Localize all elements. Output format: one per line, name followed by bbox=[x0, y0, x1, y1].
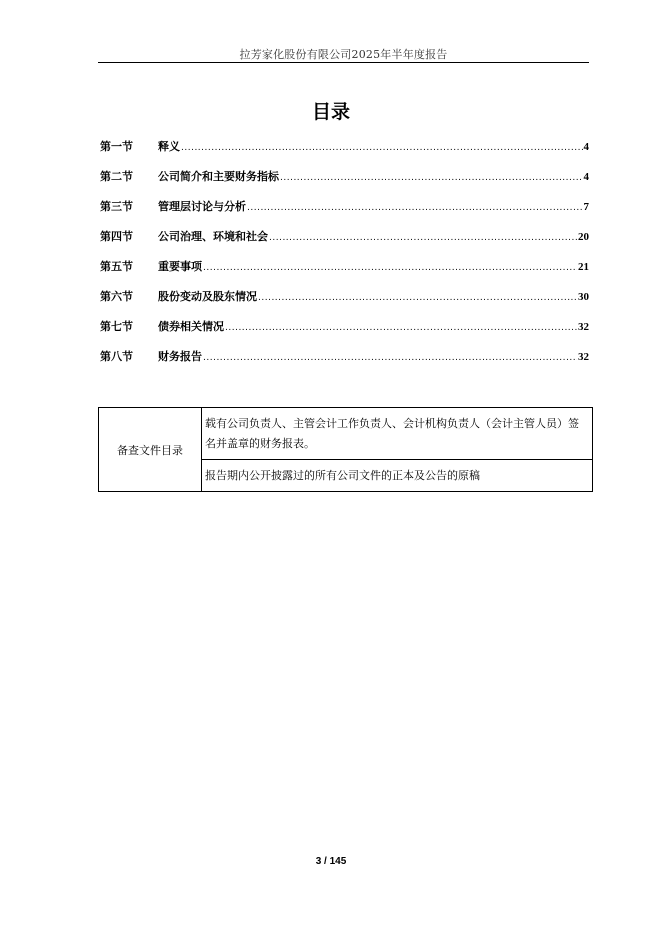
toc-leader-dots bbox=[247, 198, 583, 217]
toc-section-name: 公司治理、环境和社会 bbox=[158, 230, 268, 243]
toc-page-number: 30 bbox=[578, 291, 589, 303]
toc-page-number: 4 bbox=[583, 171, 589, 183]
toc-section-number: 第三节 bbox=[100, 200, 133, 213]
toc-section-number: 第六节 bbox=[100, 290, 133, 303]
toc-leader-dots bbox=[269, 228, 577, 247]
toc-entry[interactable] bbox=[100, 348, 589, 378]
toc-leader-dots bbox=[203, 258, 577, 277]
toc-leader-dots bbox=[203, 348, 577, 367]
toc-entry[interactable] bbox=[100, 228, 589, 258]
page-number: 3 / 145 bbox=[315, 856, 347, 867]
toc-section-name: 债券相关情况 bbox=[158, 320, 224, 333]
toc-entry[interactable] bbox=[100, 318, 589, 348]
toc-title: 目录 bbox=[311, 101, 350, 123]
toc-entry[interactable] bbox=[100, 168, 589, 198]
toc-entry[interactable] bbox=[100, 138, 589, 168]
toc-section-number: 第五节 bbox=[100, 260, 133, 273]
toc-page-number: 21 bbox=[578, 261, 589, 273]
toc-section-name: 公司简介和主要财务指标 bbox=[158, 170, 279, 183]
toc-section-name: 释义 bbox=[158, 140, 180, 153]
toc-section-name: 股份变动及股东情况 bbox=[158, 290, 257, 303]
toc-section-name: 管理层讨论与分析 bbox=[158, 200, 246, 213]
toc-page-number: 20 bbox=[578, 231, 589, 243]
toc-entry[interactable] bbox=[100, 258, 589, 288]
reference-document-item: 载有公司负责人、主管会计工作负责人、会计机构负责人（会计主管人员）签名并盖章的财务报表。 bbox=[202, 408, 593, 460]
page-header: 拉芳家化股份有限公司2025年半年度报告 bbox=[239, 48, 448, 61]
toc-leader-dots bbox=[225, 318, 577, 337]
toc-leader-dots bbox=[181, 138, 583, 157]
toc-page-number: 4 bbox=[583, 141, 589, 153]
reference-document-item: 报告期内公开披露过的所有公司文件的正本及公告的原稿 bbox=[202, 460, 593, 492]
toc-section-name: 重要事项 bbox=[158, 260, 202, 273]
toc-section-number: 第四节 bbox=[100, 230, 133, 243]
reference-documents-table bbox=[98, 407, 593, 492]
toc-page-number: 32 bbox=[578, 351, 589, 363]
header-divider bbox=[98, 62, 589, 63]
toc-section-number: 第七节 bbox=[100, 320, 133, 333]
toc-section-number: 第一节 bbox=[100, 140, 133, 153]
table-of-contents bbox=[100, 138, 589, 378]
toc-page-number: 7 bbox=[583, 201, 589, 213]
toc-section-name: 财务报告 bbox=[158, 350, 202, 363]
toc-section-number: 第八节 bbox=[100, 350, 133, 363]
toc-leader-dots bbox=[258, 288, 577, 307]
table-row bbox=[99, 408, 593, 460]
toc-section-number: 第二节 bbox=[100, 170, 133, 183]
toc-page-number: 32 bbox=[578, 321, 589, 333]
toc-entry[interactable] bbox=[100, 198, 589, 228]
reference-documents-label: 备查文件目录 bbox=[99, 408, 202, 492]
toc-leader-dots bbox=[280, 168, 583, 187]
toc-entry[interactable] bbox=[100, 288, 589, 318]
